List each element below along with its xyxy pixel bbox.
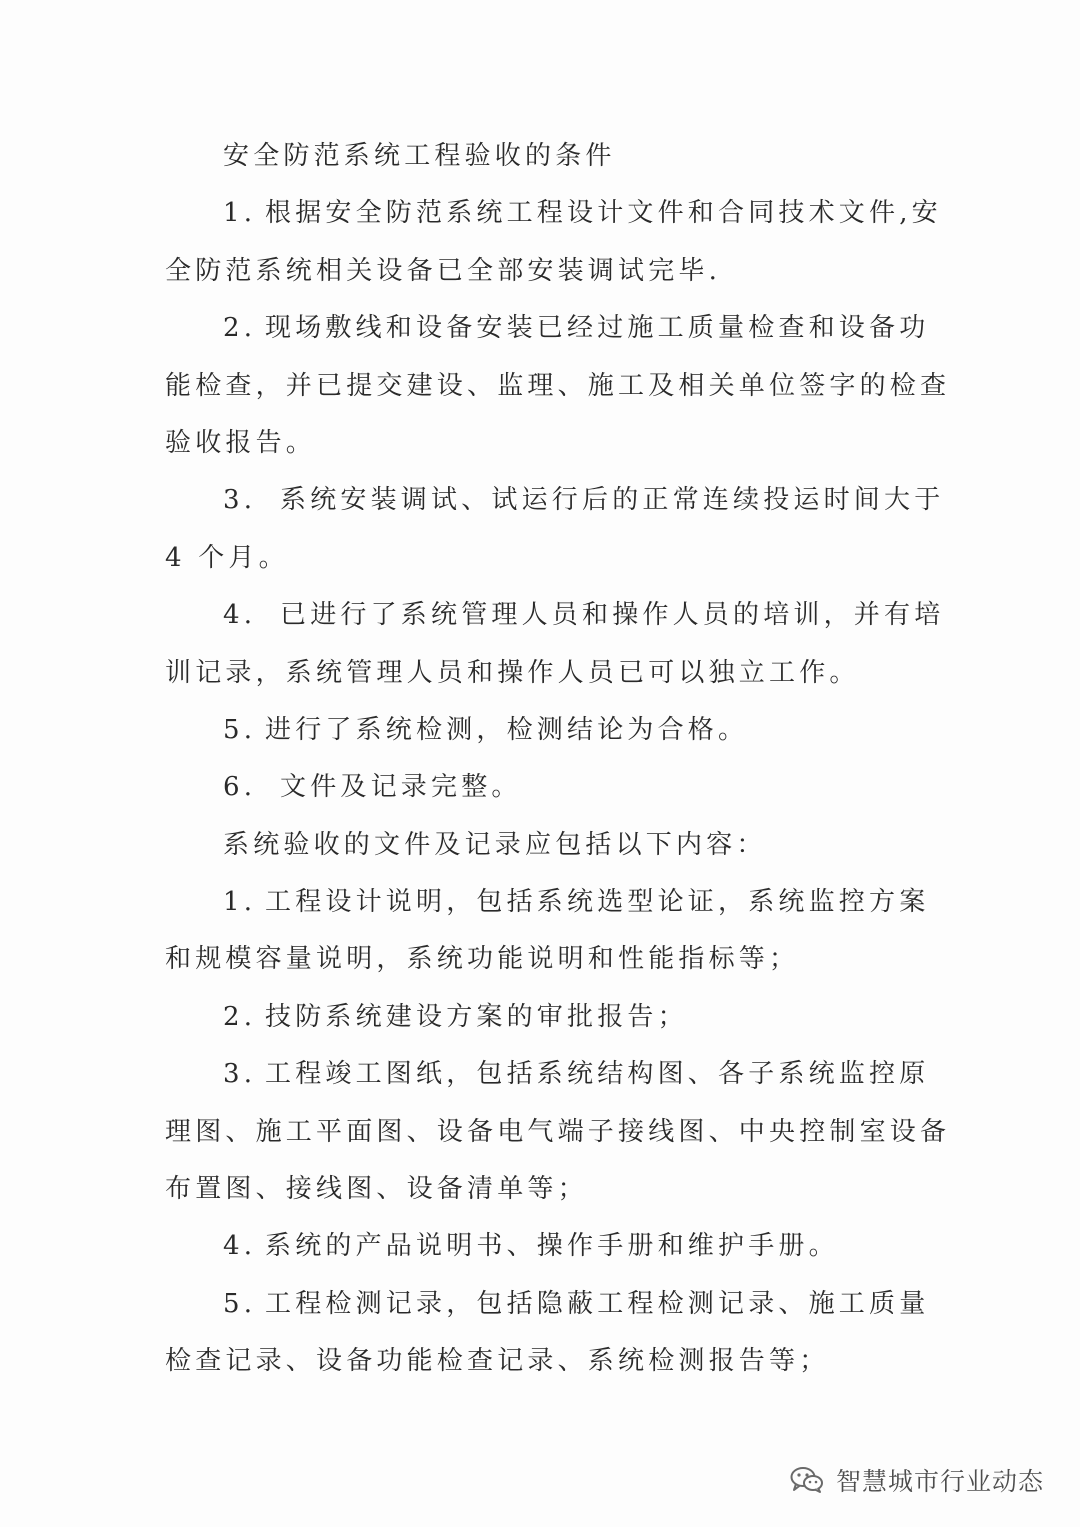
item-text: 根据安全防范系统工程设计文件和合同技术文件,安 bbox=[265, 198, 942, 229]
record-item-1 bbox=[165, 874, 930, 931]
item-number: 1. bbox=[223, 198, 257, 229]
condition-item-4-cont: 训记录，系统管理人员和操作人员已可以独立工作。 bbox=[165, 657, 860, 688]
condition-item-3-cont: 4 个月。 bbox=[165, 542, 289, 573]
record-item-2 bbox=[165, 989, 925, 1046]
condition-item-3 bbox=[165, 472, 945, 529]
item-text: 工程设计说明，包括系统选型论证，系统监控方案 bbox=[265, 887, 930, 918]
wechat-icon bbox=[790, 1466, 824, 1494]
item-number: 2. bbox=[223, 313, 257, 344]
item-number: 3. bbox=[223, 1059, 257, 1090]
condition-item-1-cont: 全防范系统相关设备已全部安装调试完毕. bbox=[165, 255, 722, 286]
item-text: 现场敷线和设备安装已经过施工质量检查和设备功 bbox=[265, 313, 930, 344]
item-number: 5. bbox=[223, 714, 257, 745]
section-heading: 安全防范系统工程验收的条件 bbox=[223, 141, 616, 171]
item-number: 3. bbox=[223, 485, 257, 516]
item-text: 进行了系统检测，检测结论为合格。 bbox=[265, 714, 749, 745]
item-number: 2. bbox=[223, 1001, 257, 1032]
condition-item-2-cont: 能检查，并已提交建设、监理、施工及相关单位签字的检查 bbox=[165, 370, 951, 401]
item-number: 6. bbox=[223, 772, 257, 803]
condition-item-1 bbox=[165, 185, 942, 242]
item-text: 文件及记录完整。 bbox=[280, 772, 522, 803]
watermark-text: 智慧城市行业动态 bbox=[835, 1467, 1044, 1496]
condition-item-2-cont: 验收报告。 bbox=[165, 427, 317, 458]
item-number: 1. bbox=[223, 887, 257, 918]
record-item-5-cont: 检查记录、设备功能检查记录、系统检测报告等； bbox=[165, 1346, 830, 1377]
record-item-3 bbox=[165, 1046, 930, 1103]
condition-item-4 bbox=[165, 587, 945, 644]
item-text: 系统的产品说明书、操作手册和维护手册。 bbox=[265, 1231, 839, 1262]
document-body bbox=[165, 128, 951, 1391]
record-item-3-cont: 理图、施工平面图、设备电气端子接线图、中央控制室设备 bbox=[165, 1116, 951, 1147]
record-item-1-cont: 和规模容量说明，系统功能说明和性能指标等； bbox=[165, 944, 800, 975]
condition-item-6 bbox=[165, 759, 925, 816]
condition-item-2 bbox=[165, 300, 930, 357]
item-text: 系统安装调试、试运行后的正常连续投运时间大于 bbox=[280, 485, 945, 516]
item-text: 技防系统建设方案的审批报告； bbox=[265, 1001, 688, 1032]
watermark bbox=[790, 1460, 1044, 1500]
condition-item-5 bbox=[165, 702, 925, 759]
item-text: 工程竣工图纸，包括系统结构图、各子系统监控原 bbox=[265, 1059, 930, 1090]
item-text: 工程检测记录，包括隐蔽工程检测记录、施工质量 bbox=[265, 1288, 930, 1319]
record-item-3-cont: 布置图、接线图、设备清单等； bbox=[165, 1174, 588, 1205]
record-item-4 bbox=[165, 1218, 925, 1275]
record-item-5 bbox=[165, 1276, 930, 1333]
records-heading: 系统验收的文件及记录应包括以下内容： bbox=[223, 829, 767, 860]
item-text: 已进行了系统管理人员和操作人员的培训，并有培 bbox=[280, 600, 945, 631]
item-number: 5. bbox=[223, 1288, 257, 1319]
item-number: 4. bbox=[223, 1231, 257, 1262]
item-number: 4. bbox=[223, 600, 257, 631]
